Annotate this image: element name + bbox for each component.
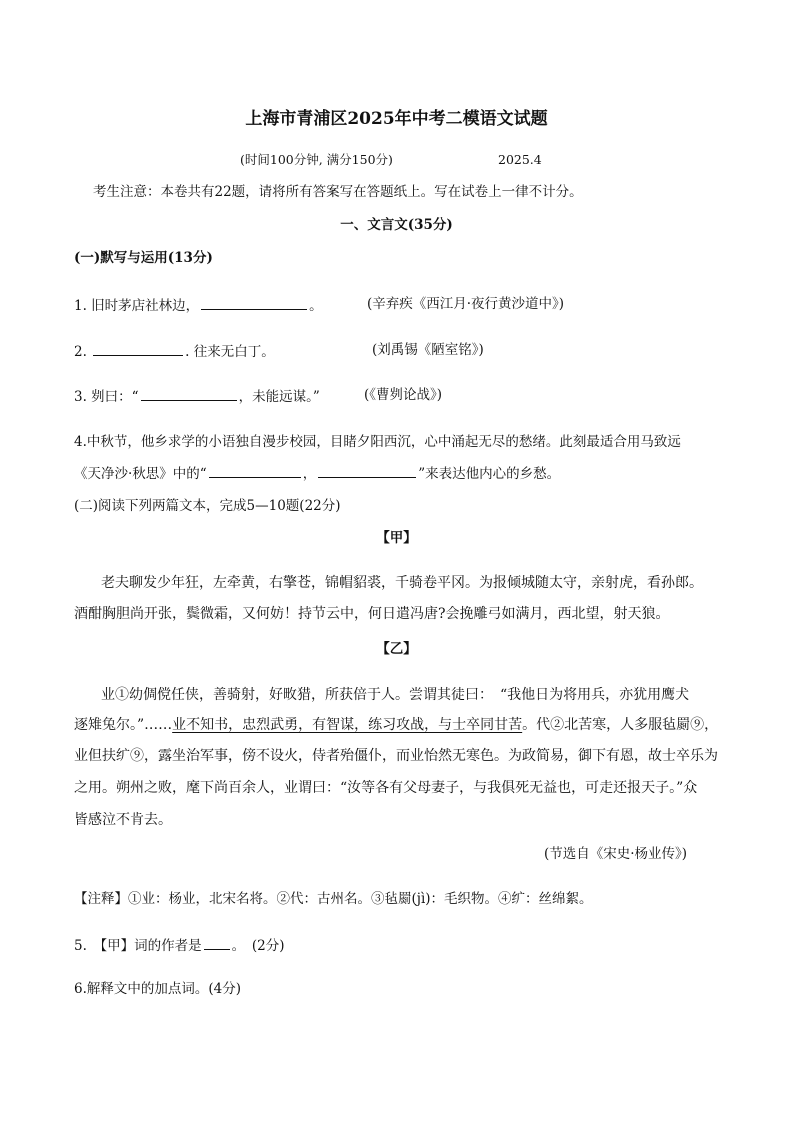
annotation-notes: 【注释】①业：杨业，北宋名将。②代：古州名。③毡罽(jì)：毛织物。④纩：丝绵絮。 — [74, 891, 593, 907]
answer-blank-1[interactable] — [201, 295, 307, 310]
question-1 — [74, 295, 323, 315]
text-yi-line5: 皆感泣不肯去。 — [74, 812, 172, 828]
question-3-source: (《曹刿论战》) — [364, 387, 443, 403]
question-4-suffix: ”来表达他内心的乡愁。 — [418, 466, 561, 482]
answer-blank-4b[interactable] — [318, 463, 416, 478]
question-4-prefix: 《天净沙·秋思》中的“ — [74, 466, 207, 482]
text-yi-line3: 业但扶纩⑨，露坐治军事，傍不设火，侍者殆僵仆，而业怡然无寒色。为政简易，御下有恩，故士卒乐为 — [74, 748, 718, 764]
question-3-prefix: 3. 刿曰：“ — [74, 389, 139, 405]
part1-heading: (一)默写与运用(13分) — [74, 250, 213, 266]
question-6: 6.解释文中的加点词。(4分) — [74, 981, 242, 997]
exam-meta: (时间100分钟, 满分150分) — [240, 152, 393, 167]
text-yi-line2-start: 逐雉兔尔。”…… — [74, 717, 173, 733]
exam-notice: 考生注意：本卷共有22题，请将所有答案写在答题纸上。写在试卷上一律不计分。 — [93, 184, 583, 200]
exam-date: 2025.4 — [498, 152, 542, 167]
question-5-prefix: 5. 【甲】词的作者是 — [74, 938, 202, 954]
question-5-suffix: 。 (2分) — [231, 938, 285, 954]
text-yi-line2 — [74, 716, 718, 734]
answer-blank-5[interactable] — [204, 935, 230, 950]
question-2-suffix: . 往来无白丁。 — [185, 344, 275, 360]
question-3-suffix: ，未能远谋。” — [238, 389, 320, 405]
page-title: 上海市青浦区2025年中考二模语文试题 — [245, 109, 548, 129]
text-yi-line1: 业①幼倜傥任侠，善骑射，好畋猎，所获倍于人。尝谓其徒曰： “我他日为将用兵，亦犹用鹰犬 — [101, 687, 690, 703]
question-4-line1: 4.中秋节，他乡求学的小语独自漫步校园，目睹夕阳西沉，心中涌起无尽的愁绪。此刻最适合用马致远 — [74, 434, 681, 450]
text-yi-line2-end: 。代②北苦寒，人多服毡罽⑨， — [522, 717, 719, 733]
question-2 — [74, 341, 275, 361]
underlined-sentence: 业不知书，忠烈武勇，有智谋，练习攻战，与士卒同甘苦 — [172, 717, 523, 733]
part2-heading: (二)阅读下列两篇文本，完成5—10题(22分) — [74, 498, 341, 514]
question-1-prefix: 1. 旧时茅店社林边， — [74, 298, 200, 314]
text-yi-source: (节选自《宋史·杨业传》) — [544, 846, 688, 862]
text-yi-label: 【乙】 — [376, 641, 417, 657]
question-2-prefix: 2. — [74, 344, 92, 360]
question-3 — [74, 386, 320, 406]
question-4-mid: ， — [302, 466, 317, 482]
text-jia-label: 【甲】 — [376, 530, 417, 546]
question-4-line2 — [74, 463, 560, 483]
answer-blank-2[interactable] — [93, 341, 183, 356]
text-yi-line4: 之用。朔州之败，麾下尚百余人，业谓曰：“汝等各有父母妻子，与我俱死无益也，可走还报天子。”众 — [74, 780, 698, 796]
question-2-source: (刘禹锡《陋室铭》) — [372, 342, 484, 358]
question-5 — [74, 935, 285, 955]
text-jia-line1: 老夫聊发少年狂，左牵黄，右擎苍，锦帽貂裘，千骑卷平冈。为报倾城随太守，亲射虎，看孙郎。 — [101, 575, 703, 591]
answer-blank-3[interactable] — [141, 386, 237, 401]
question-1-suffix: 。 — [309, 298, 323, 314]
section-heading: 一、文言文(35分) — [340, 217, 453, 233]
text-jia-line2: 酒酣胸胆尚开张，鬓微霜，又何妨！持节云中，何日遣冯唐?会挽雕弓如满月，西北望，射天狼。 — [74, 606, 670, 622]
question-1-source: (辛弃疾《西江月·夜行黄沙道中》) — [367, 296, 565, 312]
answer-blank-4a[interactable] — [209, 463, 301, 478]
